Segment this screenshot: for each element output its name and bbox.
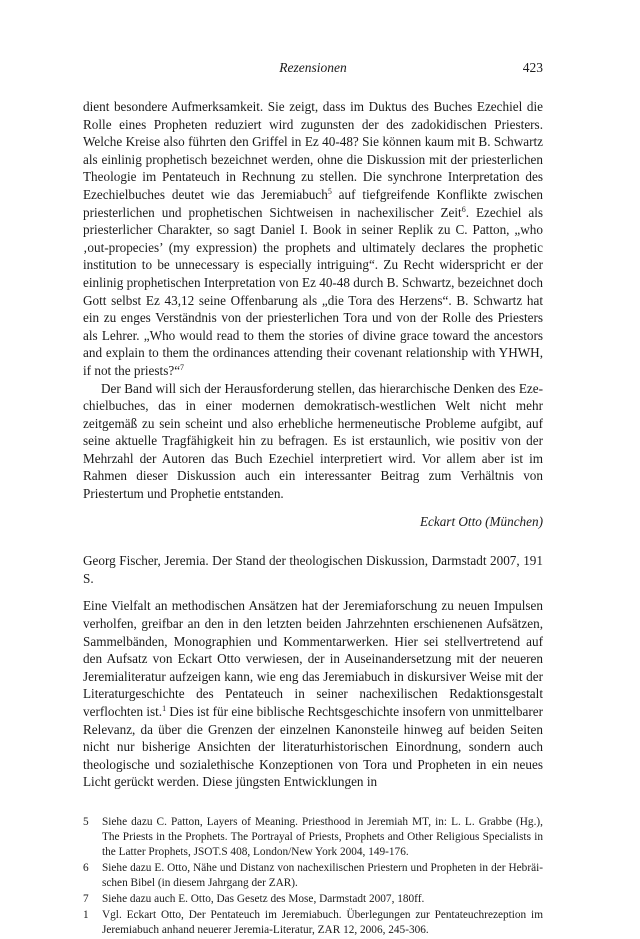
- footnotes: [83, 815, 543, 938]
- paragraph: [83, 597, 543, 791]
- footnote: [83, 861, 543, 891]
- review-body: [83, 597, 543, 791]
- reviewer-signature: Eckart Otto (München): [419, 513, 543, 529]
- footnote: [83, 908, 543, 938]
- main-text: [83, 98, 543, 791]
- footnote-ref[interactable]: 5: [327, 186, 332, 196]
- running-header: [83, 60, 543, 82]
- footnote-ref[interactable]: 1: [162, 704, 167, 713]
- footnote-ref[interactable]: 7: [180, 362, 185, 372]
- page-number: 423: [522, 60, 543, 75]
- footnote-number: 5: [83, 815, 89, 828]
- text-run: Eine Vielfalt an methodischen Ansätzen hat der Jeremiaforschung zu neuen Impulsen verholfen, greifbar an den in den letzten beiden Jahrzehnten erschienenen Aufsätzen, Sammelbänden, Monographien und Kommentarwerken. Hier sei stellvertretend auf den Aufsatz von Eckart Otto verwiesen, der in Auseinandersetzung mit der neueren Jeremialiteratur aufzeigen kann, wie eng das Jeremiabuch in diskursiver Weise mit der Literaturgeschichte des Pentateuch in seiner nachexilischen Redaktionsgestalt verflochten ist.: [83, 598, 543, 719]
- review-title: Georg Fischer, Jeremia. Der Stand der theologischen Diskussion, Darmstadt 2007, 191 S.: [83, 553, 543, 586]
- text-run: auf tiefgreifende Konflikte zwischen priesterlichen und prophetischen Sichtweisen in nachexilischer Zeit: [83, 186, 543, 220]
- text-run: Dies ist für eine biblische Rechtsgeschichte insofern von unmittelbarer Relevanz, da über die Grenzen der einzelnen Kanonsteile hinweg auf beiden Seiten nicht nur bisherige Ansichten der literaturhistorischen Einordnung, sondern auch theologische und sozialethische Konzeptionen von Tora und Propheten in ein neues Licht gerückt werden. Diese jüngsten Entwicklungen in: [83, 704, 543, 790]
- footnote-number: 6: [83, 861, 89, 874]
- footnote-text: Vgl. Eckart Otto, Der Pentateuch im Jeremiabuch. Überlegungen zur Pentateuchrezeption im Jeremiabuch anhand neuerer Jeremia-Literatur, ZAR 12, 2006, 245-306.: [102, 908, 543, 936]
- footnote: [83, 815, 543, 860]
- running-title: Rezensionen: [279, 60, 347, 75]
- paragraph: Der Band will sich der Herausforderung stellen, das hierarchische Denken des Ezechielbuches, das in einer modernen demokratisch-westlichen Welt nicht mehr zeitgemäß zu sein scheint und also erhebliche hermeneutische Probleme aufgibt, auf seine aktuelle Tragfähigkeit hin zu befragen. Es ist erstaunlich, wie positiv von der Mehrzahl der Autoren das Buch Ezechiel interpretiert wird. Vor allem aber ist im Rahmen dieser Diskussion auch ein interessanter Beitrag zum Verhältnis von Priestertum und Prophetie entstanden.: [83, 380, 543, 502]
- footnote-text: Siehe dazu C. Patton, Layers of Meaning. Priesthood in Jeremiah MT, in: L. L. Grabbe (Hg.), The Priests in the Prophets. The Portrayal of Priests, Prophets and Other Religious Specialists in the Latter Prophets, JSOT.S 408, London/New York 2004, 149-176.: [102, 815, 543, 858]
- text-run: dient besondere Aufmerksamkeit. Sie zeigt, dass im Duktus des Buches Ezechiel die Rolle eines Propheten reduziert wird zugunsten der des zadokidischen Priesters. Welche Kreise also führten den Griffel in Ez 40-48? Sie können kaum mit B. Schwartz als einlinig prophetisch bezeichnet werden, ohne die Diskussion mit der priesterlichen Theologie im Pentateuch in Rechnung zu stellen. Die synchrone Interpretation des Ezechielbuches deutet wie das Jeremiabuch: [83, 99, 543, 202]
- footnote-number: 1: [83, 908, 89, 921]
- footnote-number: 7: [83, 892, 89, 905]
- footnote-text: Siehe dazu auch E. Otto, Das Gesetz des Mose, Darmstadt 2007, 180ff.: [102, 892, 425, 905]
- footnote-ref[interactable]: 6: [461, 204, 466, 214]
- text-run: . Ezechiel als priesterlicher Charakter, so sagt Daniel I. Book in seiner Replik zu C. Patton, „who ‚out-propecies’ (my expression) the prophets and ultimately declares the prophetic institution to be unnecessary is especially intriguing“. Zu Recht widerspricht er der einlinig prophetischen Interpretation von Ez 40-48 durch B. Schwartz, bezeichnet doch Gott selbst Ez 43,12 seine Offenbarung als „die Tora des Herzens“. B. Schwartz hat ein zu enges Verständnis von der priesterlichen Tora und von der Rolle des Priesters als Lehrer. „Who would read to them the stories of divine grace toward the ancestors and explain to them the ordinances attending their covenant relationship with YHWH, if not the priests?“: [83, 204, 543, 378]
- document-page: [83, 60, 543, 939]
- footnote-text: Siehe dazu E. Otto, Nähe und Distanz von nachexilischen Priestern und Propheten in der Hebräischen Bibel (in diesem Jahrgang der ZAR).: [102, 861, 543, 889]
- footnote: [83, 892, 543, 907]
- paragraph: [83, 98, 543, 380]
